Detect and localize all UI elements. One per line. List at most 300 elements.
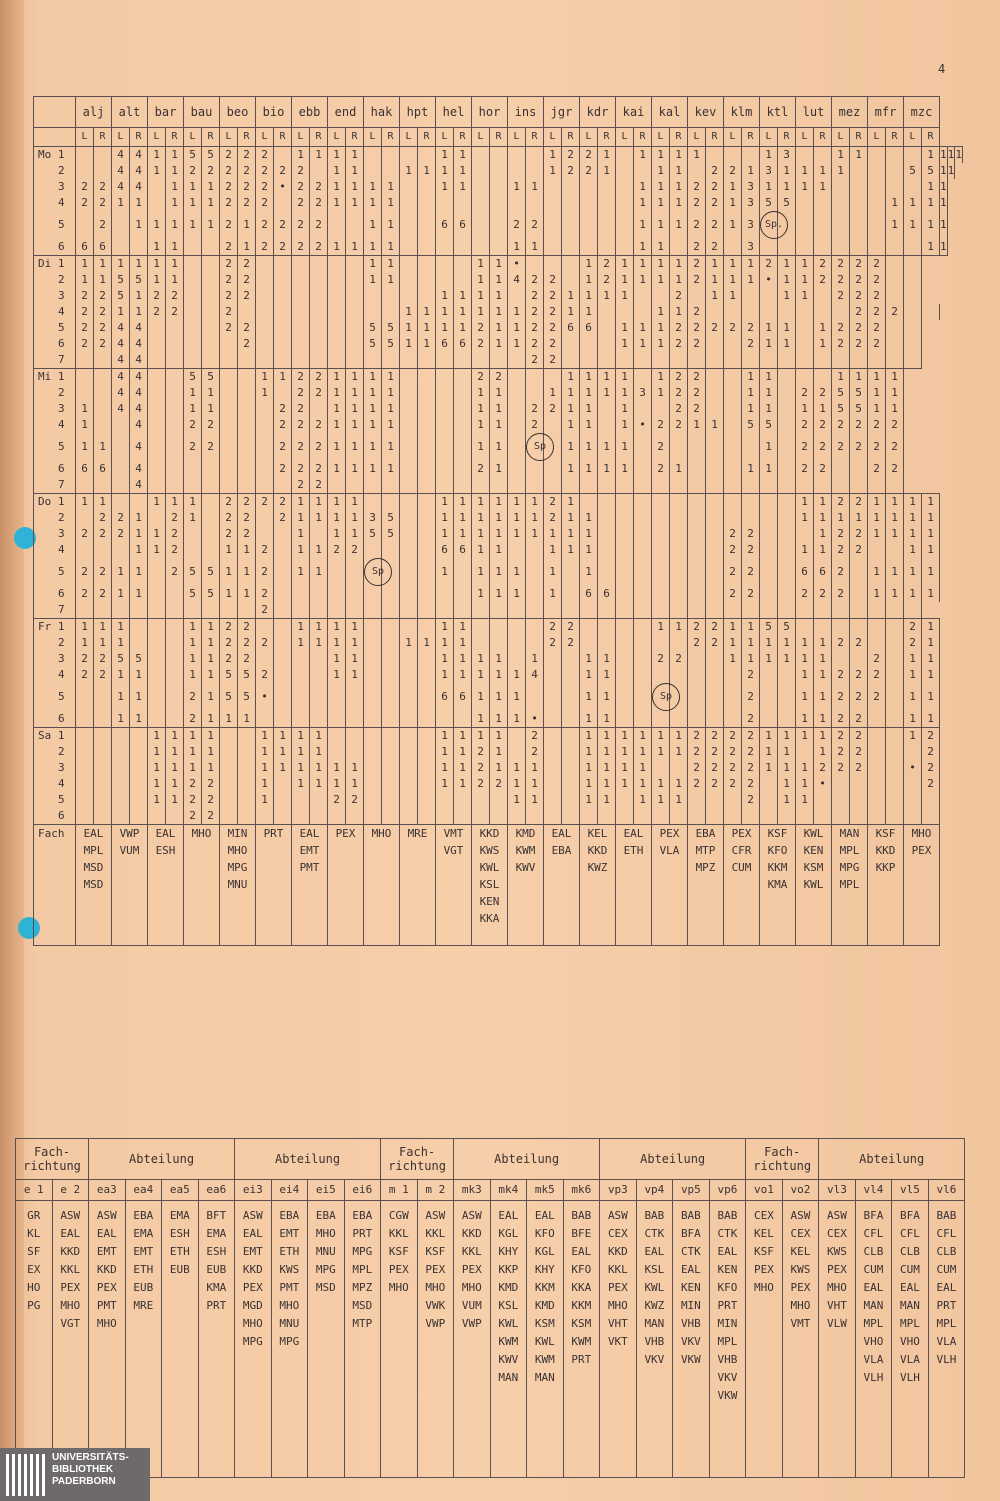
fach-cell <box>220 825 256 946</box>
timetable-cell: 1 <box>328 433 346 461</box>
timetable-cell: 2 <box>220 211 238 239</box>
subject-code: MAN <box>839 827 860 840</box>
timetable-cell: 2 <box>544 401 562 417</box>
timetable-cell <box>652 635 670 651</box>
subject-code: GR <box>27 1209 41 1222</box>
timetable-cell: 1 <box>886 494 904 511</box>
subject-code: ASW <box>607 1209 628 1222</box>
timetable-cell: 1 <box>436 510 454 526</box>
subject-code: BAB <box>936 1209 957 1222</box>
timetable-cell: 1 <box>112 195 130 211</box>
timetable-cell <box>508 461 526 477</box>
timetable-row <box>34 510 963 526</box>
timetable-cell <box>454 369 472 386</box>
timetable-cell: 1 <box>490 711 508 728</box>
timetable-cell: 1 <box>652 304 670 320</box>
timetable-cell: • <box>274 179 292 195</box>
subject-code: CTK <box>644 1227 665 1240</box>
timetable-cell <box>400 272 418 288</box>
timetable-cell <box>328 602 346 619</box>
timetable-cell: 1 <box>598 163 616 179</box>
timetable-cell <box>220 461 238 477</box>
timetable-cell: 1 <box>292 635 310 651</box>
subject-code: ETH <box>169 1245 190 1258</box>
timetable-cell: 1 <box>418 635 436 651</box>
timetable-cell: 1 <box>166 744 184 760</box>
timetable-cell: 1 <box>922 526 940 542</box>
timetable-cell: 4 <box>112 179 130 195</box>
fach-cell <box>436 825 472 946</box>
subject-code: CGW <box>388 1209 409 1222</box>
timetable-cell <box>706 461 724 477</box>
subject-code: MAN <box>644 1317 665 1330</box>
subject-code: MHO <box>425 1281 446 1294</box>
class-code: ei4 <box>271 1180 308 1201</box>
timetable-cell: 5 <box>202 147 220 164</box>
timetable-cell: 1 <box>868 385 886 401</box>
timetable-cell <box>706 147 724 164</box>
timetable-cell: 1 <box>184 760 202 776</box>
timetable-cell: 1 <box>490 272 508 288</box>
timetable-cell <box>526 619 544 636</box>
timetable-cell: 2 <box>256 635 274 651</box>
timetable-cell <box>760 304 778 320</box>
timetable-cell <box>454 711 472 728</box>
teacher-code: lut <box>796 97 832 128</box>
timetable-cell: 1 <box>652 792 670 808</box>
timetable-row <box>34 256 963 273</box>
timetable-cell <box>904 352 922 369</box>
timetable-cell: 1 <box>886 558 904 586</box>
timetable-cell: 1 <box>184 211 202 239</box>
subject-code: MHO <box>371 827 392 840</box>
timetable-cell <box>886 711 904 728</box>
timetable-cell: 2 <box>706 211 724 239</box>
timetable-cell <box>886 667 904 683</box>
timetable-cell <box>184 352 202 369</box>
timetable-cell: 1 <box>166 195 184 211</box>
timetable-cell <box>292 683 310 711</box>
timetable-cell <box>328 304 346 320</box>
period-number: 5 <box>58 565 65 578</box>
timetable-cell <box>868 352 886 369</box>
timetable-cell: 1 <box>436 667 454 683</box>
timetable-cell <box>616 163 634 179</box>
timetable-cell <box>274 635 292 651</box>
timetable-cell <box>436 808 454 825</box>
timetable-row <box>34 304 963 320</box>
timetable-cell: 2 <box>76 586 94 602</box>
timetable-cell <box>886 147 904 164</box>
timetable-cell <box>616 683 634 711</box>
timetable-cell <box>904 792 922 808</box>
timetable-cell <box>220 760 238 776</box>
timetable-cell <box>508 542 526 558</box>
group-header: Fach- richtung <box>381 1139 454 1180</box>
timetable-cell: 1 <box>76 433 94 461</box>
timetable-cell: 1 <box>454 728 472 745</box>
timetable-cell: 2 <box>238 494 256 511</box>
timetable-cell: 2 <box>814 760 832 776</box>
timetable-cell: 2 <box>220 195 238 211</box>
timetable-cell: 1 <box>490 728 508 745</box>
timetable-cell: 1 <box>166 272 184 288</box>
timetable-cell: 1 <box>454 760 472 776</box>
timetable-cell <box>364 635 382 651</box>
timetable-cell: 1 <box>472 304 490 320</box>
timetable-cell: 1 <box>436 163 454 179</box>
timetable-cell: 1 <box>490 401 508 417</box>
timetable-cell: 2 <box>850 494 868 511</box>
period-number: 1 <box>57 148 65 161</box>
timetable-cell <box>436 256 454 273</box>
timetable-cell <box>652 558 670 586</box>
timetable-cell <box>706 667 724 683</box>
timetable-cell: 1 <box>202 385 220 401</box>
timetable-cell <box>868 635 886 651</box>
timetable-cell: 2 <box>688 256 706 273</box>
class-subjects <box>89 1201 126 1478</box>
timetable-cell <box>886 477 904 494</box>
subject-code: BAB <box>717 1209 738 1222</box>
timetable-cell: 2 <box>562 619 580 636</box>
subject-code: VLH <box>899 1371 920 1384</box>
timetable-cell <box>238 369 256 386</box>
timetable-cell <box>580 635 598 651</box>
timetable-cell: 1 <box>742 272 760 288</box>
group-header: Fach- richtung <box>16 1139 89 1180</box>
timetable-cell: 1 <box>796 401 814 417</box>
timetable-cell: 1 <box>760 635 778 651</box>
timetable-cell <box>148 461 166 477</box>
timetable-cell: 1 <box>292 760 310 776</box>
timetable-cell: 1 <box>526 526 544 542</box>
timetable-cell <box>850 352 868 369</box>
subject-code: EAL <box>863 1281 884 1294</box>
timetable-cell <box>472 195 490 211</box>
timetable-cell: 1 <box>130 586 148 602</box>
timetable-cell: 1 <box>598 776 616 792</box>
subject-code: KWL <box>644 1281 665 1294</box>
timetable-cell <box>616 494 634 511</box>
timetable-cell <box>760 211 784 239</box>
timetable-cell <box>166 619 184 636</box>
timetable-cell: 2 <box>274 494 292 511</box>
timetable-cell <box>598 510 616 526</box>
subject-code: KKL <box>60 1263 81 1276</box>
timetable-cell <box>274 304 292 320</box>
teacher-code: kai <box>616 97 652 128</box>
timetable-cell <box>292 711 310 728</box>
timetable-cell: 2 <box>292 195 310 211</box>
timetable-cell <box>814 369 832 386</box>
timetable-cell <box>220 417 238 433</box>
timetable-cell: 2 <box>292 401 310 417</box>
timetable-cell <box>202 352 220 369</box>
timetable-cell <box>778 352 796 369</box>
subject-code: KEN <box>479 895 500 908</box>
timetable-cell: 5 <box>742 417 760 433</box>
timetable-cell <box>616 619 634 636</box>
timetable-cell <box>418 147 436 164</box>
left-column-label: L <box>328 128 346 147</box>
subject-code: KKL <box>607 1263 628 1276</box>
timetable-cell <box>328 744 346 760</box>
timetable-cell <box>760 776 778 792</box>
timetable-cell <box>418 195 436 211</box>
timetable-cell <box>886 602 904 619</box>
subject-code: EAL <box>717 1245 738 1258</box>
timetable-cell: 1 <box>814 667 832 683</box>
timetable-cell <box>724 369 742 386</box>
timetable-cell <box>850 651 868 667</box>
timetable-cell <box>400 558 418 586</box>
timetable-cell <box>364 542 382 558</box>
timetable-cell <box>544 369 562 386</box>
timetable-cell <box>508 602 526 619</box>
timetable-cell: 1 <box>616 760 634 776</box>
timetable-cell: 1 <box>652 179 670 195</box>
period-number: 6 <box>58 462 65 475</box>
timetable-cell <box>670 635 688 651</box>
timetable-cell <box>832 195 850 211</box>
timetable-cell <box>652 667 670 683</box>
timetable-cell <box>418 760 436 776</box>
subject-code: EMT <box>133 1245 154 1258</box>
timetable-cell: 2 <box>238 526 256 542</box>
timetable-cell: 1 <box>580 304 598 320</box>
timetable-cell: 1 <box>814 163 832 179</box>
fach-cell <box>148 825 184 946</box>
timetable-cell: 1 <box>328 619 346 636</box>
subject-code: MHO <box>191 827 212 840</box>
timetable-cell <box>634 304 652 320</box>
timetable-cell: 1 <box>274 744 292 760</box>
timetable-cell <box>850 586 868 602</box>
subject-code: BAB <box>644 1209 665 1222</box>
timetable-cell <box>886 728 904 745</box>
timetable-cell: 2 <box>166 558 184 586</box>
timetable-cell: 1 <box>184 667 202 683</box>
subject-code: VKW <box>717 1389 738 1402</box>
timetable-cell <box>544 195 562 211</box>
timetable-cell <box>112 602 130 619</box>
timetable-cell: 1 <box>544 586 562 602</box>
timetable-cell: 2 <box>94 667 112 683</box>
timetable-cell <box>616 586 634 602</box>
timetable-cell <box>364 619 382 636</box>
teacher-code: ins <box>508 97 544 128</box>
timetable-cell: 2 <box>868 461 886 477</box>
timetable-cell: 1 <box>148 211 166 239</box>
timetable-cell: 2 <box>310 433 328 461</box>
timetable-cell: 1 <box>238 711 256 728</box>
timetable-cell: 1 <box>760 179 778 195</box>
left-column-label: L <box>364 128 382 147</box>
subject-code: CUM <box>731 861 752 874</box>
timetable-cell <box>400 667 418 683</box>
timetable-cell: 2 <box>832 433 850 461</box>
timetable-cell: 1 <box>634 776 652 792</box>
timetable-cell: 2 <box>922 776 940 792</box>
timetable-cell: 1 <box>490 526 508 542</box>
timetable-cell: 1 <box>580 369 598 386</box>
timetable-cell <box>130 619 148 636</box>
timetable-cell: 1 <box>616 417 634 433</box>
timetable-cell: 1 <box>382 461 400 477</box>
timetable-cell: 2 <box>238 288 256 304</box>
timetable-cell: 2 <box>580 163 598 179</box>
subject-code: MHO <box>388 1281 409 1294</box>
timetable-cell: 1 <box>346 760 364 776</box>
timetable-cell: 1 <box>490 256 508 273</box>
timetable-cell: 1 <box>634 320 652 336</box>
timetable-cell: 2 <box>688 320 706 336</box>
timetable-cell: 2 <box>202 417 220 433</box>
timetable-cell <box>454 417 472 433</box>
timetable-cell: 1 <box>832 510 850 526</box>
timetable-cell: 2 <box>94 526 112 542</box>
timetable-cell <box>634 542 652 558</box>
timetable-cell: 1 <box>868 526 886 542</box>
timetable-cell: 1 <box>616 401 634 417</box>
period-number: 5 <box>58 321 65 334</box>
timetable-cell <box>418 602 436 619</box>
subject-code: CUM <box>863 1263 884 1276</box>
timetable-cell <box>436 433 454 461</box>
class-subjects <box>16 1201 53 1478</box>
timetable-cell: 1 <box>328 385 346 401</box>
timetable-cell <box>616 711 634 728</box>
timetable-cell <box>238 385 256 401</box>
timetable-cell: 1 <box>490 651 508 667</box>
timetable-cell: 1 <box>670 619 688 636</box>
timetable-cell: 2 <box>688 272 706 288</box>
subject-code: CEX <box>790 1227 811 1240</box>
subject-code: MAN <box>863 1299 884 1312</box>
timetable-cell <box>202 461 220 477</box>
timetable-cell <box>598 401 616 417</box>
subject-code: MPG <box>352 1245 373 1258</box>
timetable-cell: 6 <box>454 211 472 239</box>
timetable-cell: 2 <box>76 288 94 304</box>
timetable-cell <box>418 211 436 239</box>
timetable-cell: 2 <box>310 477 328 494</box>
period-number: 1 <box>57 620 65 633</box>
timetable-cell: 1 <box>724 619 742 636</box>
timetable-cell <box>76 808 94 825</box>
timetable-cell <box>274 667 292 683</box>
right-column-label: R <box>94 128 112 147</box>
subject-code: PEX <box>96 1281 117 1294</box>
left-column-label: L <box>400 128 418 147</box>
timetable-cell: 1 <box>580 728 598 745</box>
timetable-cell <box>652 542 670 558</box>
right-column-label: R <box>634 128 652 147</box>
timetable-cell <box>220 602 238 619</box>
timetable-cell <box>868 808 886 825</box>
period-number: 3 <box>58 761 65 774</box>
right-column-label: R <box>706 128 724 147</box>
timetable-cell <box>670 586 688 602</box>
period-number: 3 <box>58 289 65 302</box>
subject-code: KKD <box>587 844 608 857</box>
subject-code: CLB <box>936 1245 957 1258</box>
timetable-cell <box>400 211 418 239</box>
subject-code: ETH <box>133 1263 154 1276</box>
subject-code: BFA <box>680 1227 701 1240</box>
timetable-row <box>34 586 963 602</box>
timetable-cell <box>886 744 904 760</box>
timetable-cell <box>346 304 364 320</box>
timetable-cell: 1 <box>364 179 382 195</box>
timetable-cell <box>310 336 328 352</box>
timetable-cell: 4 <box>130 147 148 164</box>
timetable-cell <box>616 635 634 651</box>
subject-code: KWL <box>803 827 824 840</box>
timetable-cell <box>526 256 544 273</box>
subject-code: MPZ <box>695 861 716 874</box>
timetable-cell <box>796 239 814 256</box>
timetable-cell <box>310 163 328 179</box>
timetable-cell <box>130 635 148 651</box>
timetable-cell <box>706 558 724 586</box>
timetable-cell <box>724 239 742 256</box>
timetable-cell <box>256 510 274 526</box>
timetable-cell: 1 <box>418 336 436 352</box>
timetable-cell: 1 <box>490 385 508 401</box>
subject-code: MNU <box>315 1245 336 1258</box>
timetable-cell <box>256 320 274 336</box>
timetable-cell <box>778 602 796 619</box>
timetable-cell: 1 <box>382 256 400 273</box>
timetable-cell: 1 <box>922 211 940 239</box>
timetable-cell: 1 <box>130 304 148 320</box>
timetable-cell <box>490 635 508 651</box>
timetable-cell <box>112 433 130 461</box>
period-number: 6 <box>58 337 65 350</box>
timetable-cell <box>184 602 202 619</box>
timetable-cell <box>832 792 850 808</box>
subject-code: MHO <box>60 1299 81 1312</box>
timetable-row <box>34 558 963 586</box>
timetable-cell <box>724 304 742 320</box>
class-subjects <box>308 1201 345 1478</box>
timetable-cell: 2 <box>544 304 562 320</box>
timetable-cell: 2 <box>256 667 274 683</box>
timetable-cell: 1 <box>760 336 778 352</box>
class-subjects <box>271 1201 308 1478</box>
timetable-cell <box>346 711 364 728</box>
timetable-cell: 1 <box>166 256 184 273</box>
timetable-cell: 4 <box>130 461 148 477</box>
timetable-cell: 5 <box>850 385 868 401</box>
timetable-cell: 1 <box>598 288 616 304</box>
right-column-label: R <box>814 128 832 147</box>
timetable-cell: 1 <box>346 776 364 792</box>
timetable-cell <box>220 776 238 792</box>
subject-code: MRE <box>133 1299 154 1312</box>
timetable-cell <box>652 602 670 619</box>
timetable-cell: 1 <box>526 239 544 256</box>
timetable-cell <box>778 385 796 401</box>
timetable-cell: 1 <box>526 760 544 776</box>
timetable-cell <box>814 477 832 494</box>
timetable-cell: 1 <box>364 195 382 211</box>
timetable-cell <box>670 711 688 728</box>
timetable-row <box>34 776 963 792</box>
timetable-cell <box>436 195 454 211</box>
